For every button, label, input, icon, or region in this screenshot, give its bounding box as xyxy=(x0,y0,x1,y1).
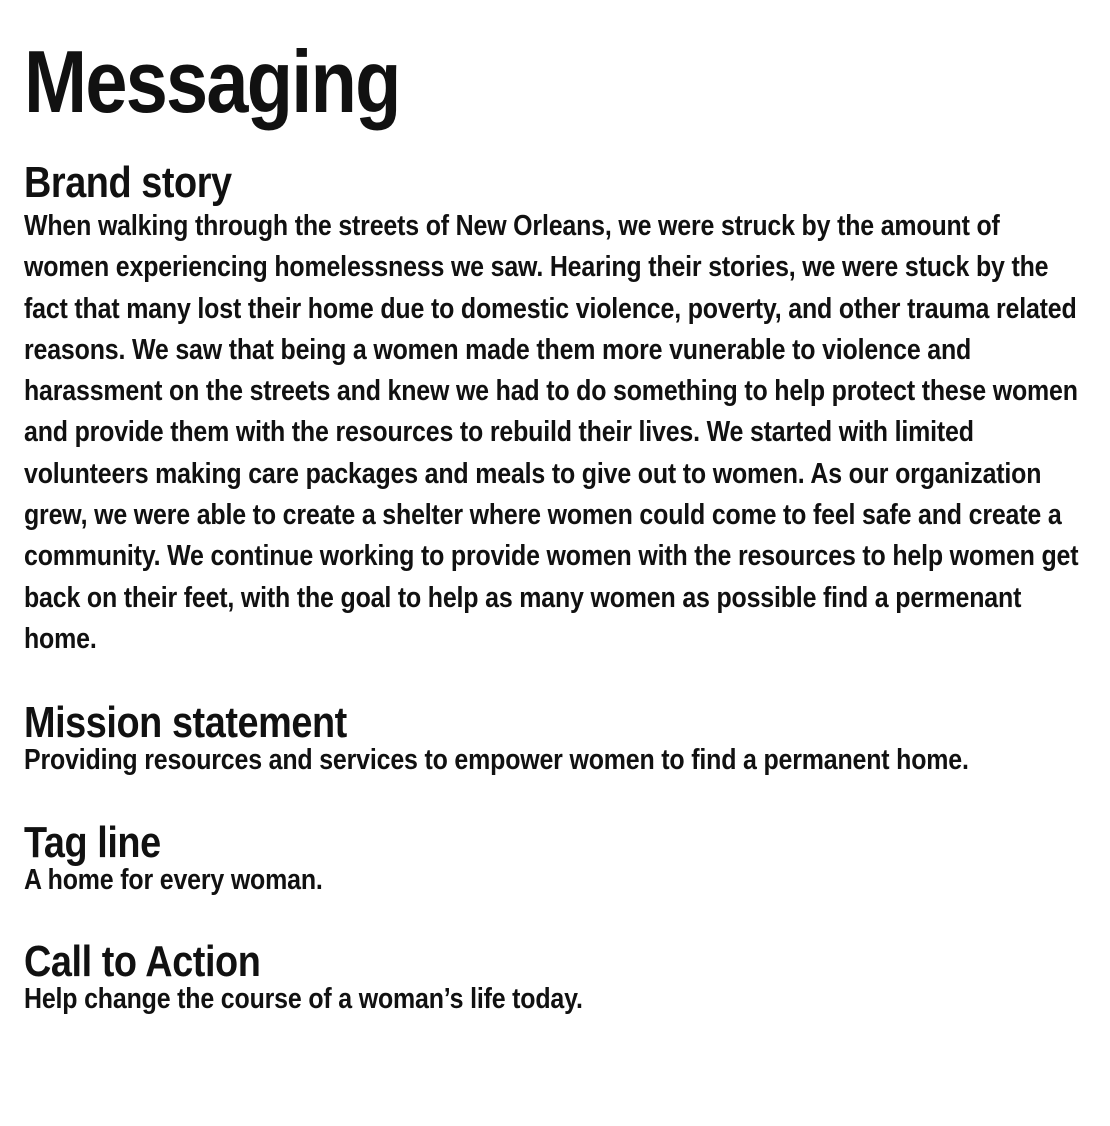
call-to-action-section xyxy=(24,937,1086,1020)
page-title: Messaging xyxy=(24,32,400,131)
mission-statement-heading: Mission statement xyxy=(24,698,347,748)
mission-statement-section xyxy=(24,698,1086,781)
brand-story-heading: Brand story xyxy=(24,158,232,207)
brand-story-section xyxy=(24,158,1086,660)
tag-line-heading: Tag line xyxy=(24,817,161,867)
tag-line-text: A home for every woman. xyxy=(24,863,323,896)
messaging-page xyxy=(24,34,1086,1020)
call-to-action-text: Help change the course of a woman’s life today. xyxy=(24,982,583,1015)
mission-statement-text: Providing resources and services to empower women to find a permanent home. xyxy=(24,744,969,777)
call-to-action-heading: Call to Action xyxy=(24,936,261,986)
tag-line-section xyxy=(24,818,1086,901)
brand-story-text: When walking through the streets of New Orleans, we were struck by the amount of women experiencing homelessness we saw. Hearing their stories, we were stuck by the fact that many lost their home due to domestic violence, poverty, and other trauma related reasons. We saw that being a women made them more vunerable to violence and harassment on the streets and knew we had to do something to help protect these women and provide them with the resources to rebuild their lives. We started with limited volunteers making care packages and meals to give out to women. As our organization grew, we were able to create a shelter where women could come to feel safe and create a community. We continue working to provide women with the resources to help women get back on their feet, with the goal to help as many women as possible find a permenant home. xyxy=(24,210,1079,655)
